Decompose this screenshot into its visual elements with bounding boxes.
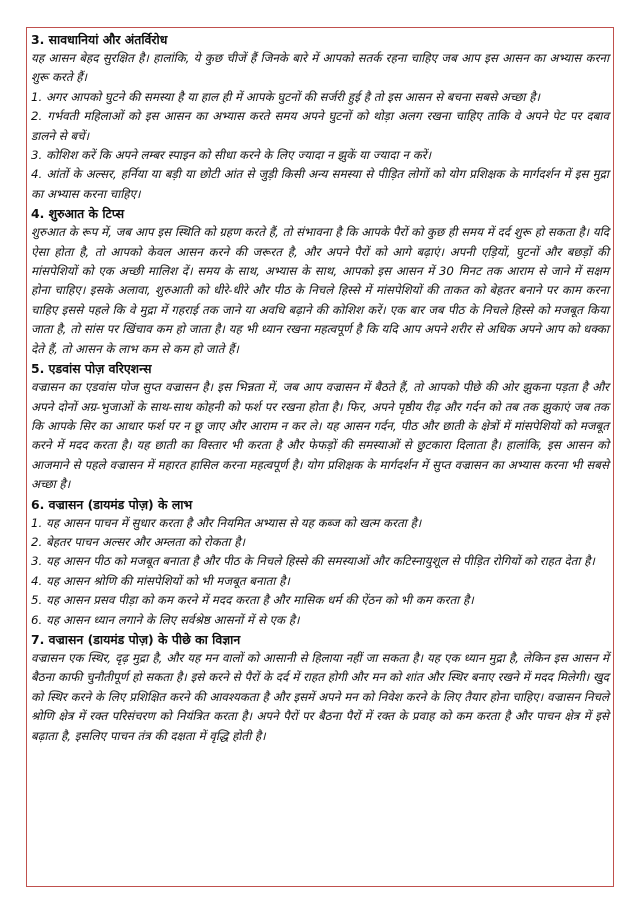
list-item: 3. कोशिश करें कि अपने लम्बर स्पाइन को सीधा करने के लिए ज्यादा न झुकें या ज्यादा न करें। <box>31 148 432 163</box>
list-item: 5. यह आसन प्रसव पीड़ा को कम करने में मदद करता है और मासिक धर्म की ऐंठन को भी कम करता है। <box>31 593 474 608</box>
paragraph: यह आसन बेहद सुरक्षित है। हालांकि, ये कुछ चीजें हैं जिनके बारे में आपको सतर्क रहना चाहिए जब आप इस आसन का अभ्यास करना शुरू करते हैं। <box>31 51 609 85</box>
list-item: 2. गर्भवती महिलाओं को इस आसन का अभ्यास करते समय अपने घुटनों को थोड़ा अलग रखना चाहिए ताकि वे अपने पेट पर दबाव डालने से बचें। <box>31 109 609 143</box>
list-item: 1. यह आसन पाचन में सुधार करता है और नियमित अभ्यास से यह कब्ज को खत्म करता है। <box>31 515 422 530</box>
paragraph: वज्रासन एक स्थिर, दृढ़ मुद्रा है, और यह मन वालों को आसानी से हिलाया नहीं जा सकता है। यह एक ध्यान मुद्रा है, लेकिन इस आसन में बैठना काफी चुनौतीपूर्ण हो सकता है। इसे करने से पैरों के दर्द में राहत होगी और मन को शांत और स्थिर बनाए रखने में मदद मिलेगी। खुद को स्थिर करने के लिए प्रशिक्षित करने की आवश्यकता है और इसमें अपने मन को निवेश करने के लिए तैयार होना चाहिए। वज्रासन निचले श्रोणि क्षेत्र में रक्त परिसंचरण को नियंत्रित करता है। अपने पैरों पर बैठना पैरों में रक्त के प्रवाह को कम करता है और पाचन क्षेत्र में इसे बढ़ाता है, इसलिए पाचन तंत्र की दक्षता में वृद्धि होती है। <box>31 650 609 743</box>
list-item: 4. यह आसन श्रोणि की मांसपेशियों को भी मजबूत बनाता है। <box>31 573 290 588</box>
list-item: 1. अगर आपको घुटने की समस्या है या हाल ही में आपके घुटनों की सर्जरी हुई है तो इस आसन से बचना सबसे अच्छा है। <box>31 89 540 104</box>
list-item: 4. आंतों के अल्सर, हर्निया या बड़ी या छोटी आंत से जुड़ी किसी अन्य समस्या से पीड़ित लोगों को योग प्रशिक्षक के मार्गदर्शन में इस मुद्रा का अभ्यास करना चाहिए। <box>31 167 609 201</box>
section-heading: 5. एडवांस पोज़ वरिएशन्स <box>31 361 152 377</box>
section-heading: 4. शुरुआत के टिप्स <box>31 206 125 222</box>
paragraph: वज्रासन का एडवांस पोज सुप्त वज्रासन है। इस भिन्नता में, जब आप वज्रासन में बैठते हैं, तो आपको पीछे की ओर झुकना पड़ता है और अपने दोनों अग्र-भुजाओं के साथ-साथ कोहनी को फर्श पर रखना होता है। फिर, अपने पृष्ठीय रीढ़ और गर्दन को तब तक झुकाएं जब तक कि आपके सिर का आधार फर्श पर न छू जाए और आराम न कर ले। यह आसन गर्दन, पीठ और छाती के क्षेत्रों में मांसपेशियों को मजबूत करने में मदद करता है। यह छाती का विस्तार भी करता है और फेफड़ों की समस्याओं से छुटकारा दिलाता है। हालांकि, इस आसन को आजमाने से पहले वज्रासन में महारत हासिल करना महत्वपूर्ण है। योग प्रशिक्षक के मार्गदर्शन में सुप्त वज्रासन का अभ्यास करना भी सबसे अच्छा है। <box>31 380 609 492</box>
paragraph: शुरुआत के रूप में, जब आप इस स्थिति को ग्रहण करते हैं, तो संभावना है कि आपके पैरों को कुछ ही समय में दर्द शुरू हो सकता है। यदि ऐसा होता है, तो आपको केवल आसन करने की जरूरत है, और अपने पैरों को आगे बढ़ाएं। अपनी एड़ियों, घुटनों और बछड़ों की मांसपेशियों को एक अच्छी मालिश दें। समय के साथ, अभ्यास के साथ, आपको इस आसन में 30 मिनट तक आराम से जाने में सक्षम होना चाहिए। इसके अलावा, शुरुआती को धीरे-धीरे और पीठ के निचले हिस्से में मांसपेशियों की ताकत को बेहतर बनाने पर काम करना चाहिए इससे पहले कि वे मुद्रा में गहराई तक जाने या अवधि बढ़ाने की कोशिश करें। एक बार जब पीठ के निचले हिस्से को मजबूत किया जाता है, तो सांस पर खिंचाव कम हो जाता है। यह भी ध्यान रखना महत्वपूर्ण है कि यदि आप अपने शरीर से अधिक अपने आप को धक्का देते हैं, तो आसन के लाभ कम से कम हो जाते हैं। <box>31 225 609 356</box>
list-item: 3. यह आसन पीठ को मजबूत बनाता है और पीठ के निचले हिस्से की समस्याओं और कटिस्नायुशूल से पीड़ित रोगियों को राहत देता है। <box>31 554 595 569</box>
document-page <box>26 27 614 887</box>
section-heading: 7. वज्रासन (डायमंड पोज़) के पीछे का विज्ञान <box>31 631 241 647</box>
list-item: 2. बेहतर पाचन अल्सर और अम्लता को रोकता है। <box>31 534 246 549</box>
list-item: 6. यह आसन ध्यान लगाने के लिए सर्वश्रेष्ठ आसनों में से एक है। <box>31 612 300 627</box>
section-heading: 3. सावधानियां और अंतर्विरोध <box>31 32 168 47</box>
section-heading: 6. वज्रासन (डायमंड पोज़) के लाभ <box>31 496 193 512</box>
